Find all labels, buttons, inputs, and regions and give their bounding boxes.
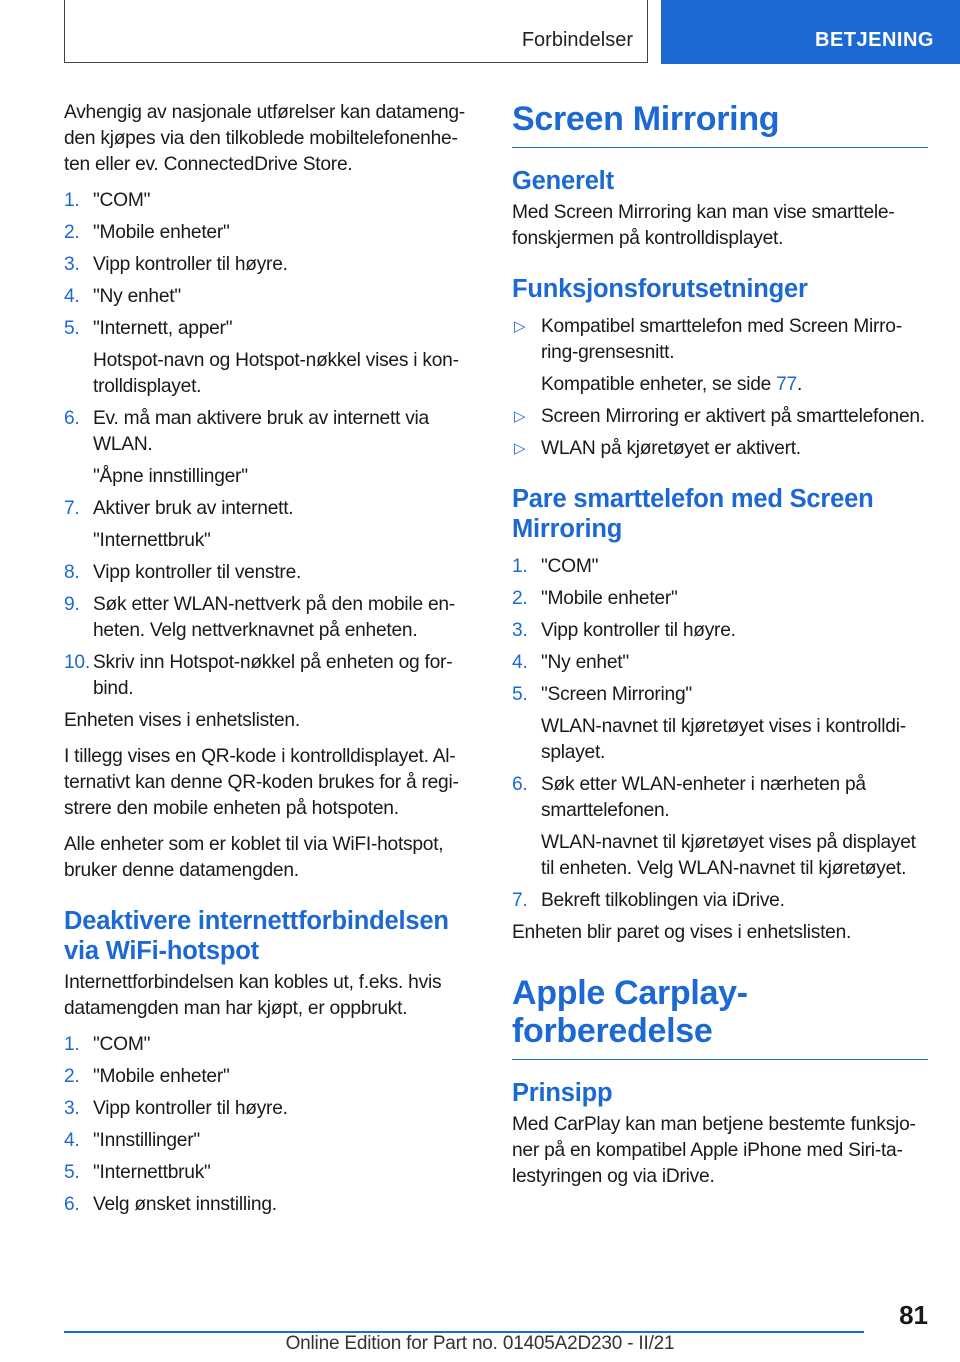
step-text: Ev. må man aktivere bruk av internett via WLAN. <box>93 408 429 455</box>
chapter-tab: BETJENING <box>661 0 960 64</box>
step-subtext: "Åpne innstillinger" <box>93 466 248 487</box>
list-item <box>512 436 928 462</box>
step-number: 5. <box>64 318 80 339</box>
list-item <box>64 592 474 644</box>
step-subtext: "Internettbruk" <box>93 530 211 551</box>
list-item <box>64 1192 474 1218</box>
list-item <box>64 560 474 586</box>
triangle-bullet-icon: ▷ <box>514 408 526 425</box>
list-item <box>512 618 928 644</box>
right-column <box>512 100 928 1200</box>
step-number: 8. <box>64 562 80 583</box>
list-item <box>64 188 474 214</box>
list-item <box>64 284 474 310</box>
step-number: 1. <box>64 190 80 211</box>
section-title: Forbindelser <box>521 29 633 51</box>
deactivate-steps-list <box>64 1032 474 1218</box>
step-text: "Ny enhet" <box>93 286 181 307</box>
step-number: 3. <box>64 254 80 275</box>
step-number: 6. <box>64 1194 80 1215</box>
step-text: "Mobile enheter" <box>93 222 230 243</box>
requirement-text: WLAN på kjøretøyet er aktivert. <box>541 438 801 459</box>
list-item <box>64 1160 474 1186</box>
list-item <box>512 404 928 430</box>
list-item <box>64 406 474 490</box>
principle-heading: Prinsipp <box>512 1079 613 1107</box>
deactivate-paragraph: Internettforbindelsen kan kobles ut, f.eks. hvis datamengden man har kjøpt, er oppbrukt. <box>64 972 442 1019</box>
list-item <box>512 314 928 398</box>
step-number: 6. <box>64 408 80 429</box>
step-text: "Mobile enheter" <box>541 588 678 609</box>
page-header <box>0 0 960 66</box>
step-number: 7. <box>64 498 80 519</box>
step-text: "Ny enhet" <box>541 652 629 673</box>
step-number: 2. <box>64 222 80 243</box>
step-number: 2. <box>512 588 528 609</box>
step-text: Bekreft tilkoblingen via iDrive. <box>541 890 785 911</box>
deactivate-heading: Deaktivere internettforbindelsen via WiFi-hotspot <box>64 907 449 965</box>
step-text: "Screen Mirroring" <box>541 684 692 705</box>
list-item <box>512 650 928 676</box>
page-ref-suffix: . <box>796 374 803 395</box>
requirement-subtext <box>541 372 928 398</box>
step-text: "Internettbruk" <box>93 1162 211 1183</box>
step-number: 1. <box>64 1034 80 1055</box>
step-number: 3. <box>512 620 528 641</box>
qr-paragraph: I tillegg vises en QR-kode i kontrolldisplayet. Alternativt kan denne QR-koden brukes for å registrere den mobile enheten på hotspoten. <box>64 746 459 819</box>
step-text: Vipp kontroller til venstre. <box>93 562 302 583</box>
intro-paragraph: Avhengig av nasjonale utførelser kan datamengden kjøpes via den tilkoblede mobiltelefonenheten eller ev. ConnectedDrive Store. <box>64 102 466 175</box>
general-paragraph: Med Screen Mirroring kan man vise smarttelefonskjermen på kontrolldisplayet. <box>512 202 895 249</box>
list-item <box>512 682 928 766</box>
list-item <box>512 772 928 882</box>
step-number: 5. <box>64 1162 80 1183</box>
section-tab <box>64 0 648 63</box>
step-text: "Innstillinger" <box>93 1130 200 1151</box>
step-number: 9. <box>64 594 80 615</box>
triangle-bullet-icon: ▷ <box>514 318 526 335</box>
hotspot-steps-list <box>64 188 474 702</box>
triangle-bullet-icon: ▷ <box>514 440 526 457</box>
step-number: 4. <box>64 286 80 307</box>
requirements-list <box>512 314 928 462</box>
page-number: 81 <box>899 1300 928 1330</box>
step-text: "COM" <box>93 190 151 211</box>
list-item <box>512 586 928 612</box>
left-column <box>64 100 474 1224</box>
step-text: "COM" <box>93 1034 151 1055</box>
step-number: 2. <box>64 1066 80 1087</box>
list-item <box>64 1128 474 1154</box>
step-subtext: WLAN-navnet til kjøretøyet vises på displayet til enheten. Velg WLAN-navnet til kjøretøyet. <box>541 832 916 879</box>
step-text: Søk etter WLAN-nettverk på den mobile enheten. Velg nettverknavnet på enheten. <box>93 594 456 641</box>
pair-steps-list <box>512 554 928 914</box>
carplay-title: Apple Carplay-forberedelse <box>512 974 928 1060</box>
list-item <box>512 888 928 914</box>
edition-footer: Online Edition for Part no. 01405A2D230 - II/21 <box>285 1333 675 1354</box>
list-item <box>64 1032 474 1058</box>
step-text: Velg ønsket innstilling. <box>93 1194 277 1215</box>
pair-heading: Pare smarttelefon med Screen Mirroring <box>512 485 874 543</box>
requirement-text: Kompatibel smarttelefon med Screen Mirroring-grensesnitt. <box>541 316 903 363</box>
step-number: 4. <box>512 652 528 673</box>
principle-paragraph: Med CarPlay kan man betjene bestemte funksjoner på en kompatibel Apple iPhone med Siri-talestyringen og via iDrive. <box>512 1114 916 1187</box>
step-text: "COM" <box>541 556 599 577</box>
screen-mirroring-title: Screen Mirroring <box>512 100 928 148</box>
step-number: 1. <box>512 556 528 577</box>
step-text: Vipp kontroller til høyre. <box>93 254 288 275</box>
step-number: 3. <box>64 1098 80 1119</box>
step-text: Aktiver bruk av internett. <box>93 498 294 519</box>
list-item <box>64 650 474 702</box>
data-usage-paragraph: Alle enheter som er koblet til via WiFI-hotspot, bruker denne datamengden. <box>64 834 444 881</box>
step-text: "Mobile enheter" <box>93 1066 230 1087</box>
step-number: 6. <box>512 774 528 795</box>
step-subtext: Hotspot-navn og Hotspot-nøkkel vises i kontrolldisplayet. <box>93 350 459 397</box>
pair-result-paragraph: Enheten blir paret og vises i enhetslisten. <box>512 922 852 943</box>
step-text: Søk etter WLAN-enheter i nærheten på smarttelefonen. <box>541 774 866 821</box>
result-paragraph: Enheten vises i enhetslisten. <box>64 710 300 731</box>
step-text: Vipp kontroller til høyre. <box>93 1098 288 1119</box>
general-heading: Generelt <box>512 167 614 195</box>
step-number: 7. <box>512 890 528 911</box>
step-number: 5. <box>512 684 528 705</box>
list-item <box>64 496 474 554</box>
page-ref-prefix: Kompatible enheter, se side <box>541 374 777 395</box>
list-item <box>64 316 474 400</box>
step-text: Vipp kontroller til høyre. <box>541 620 736 641</box>
list-item <box>64 1096 474 1122</box>
list-item <box>64 220 474 246</box>
requirement-text: Screen Mirroring er aktivert på smarttelefonen. <box>541 406 925 427</box>
step-text: "Internett, apper" <box>93 318 233 339</box>
requirements-heading: Funksjonsforutsetninger <box>512 275 808 303</box>
step-number: 4. <box>64 1130 80 1151</box>
list-item <box>512 554 928 580</box>
step-text: Skriv inn Hotspot-nøkkel på enheten og forbind. <box>93 652 453 699</box>
step-number: 10. <box>64 652 90 673</box>
step-subtext: WLAN-navnet til kjøretøyet vises i kontrolldisplayet. <box>541 716 907 763</box>
list-item <box>64 252 474 278</box>
list-item <box>64 1064 474 1090</box>
page-reference-link[interactable]: 77 <box>776 374 797 395</box>
